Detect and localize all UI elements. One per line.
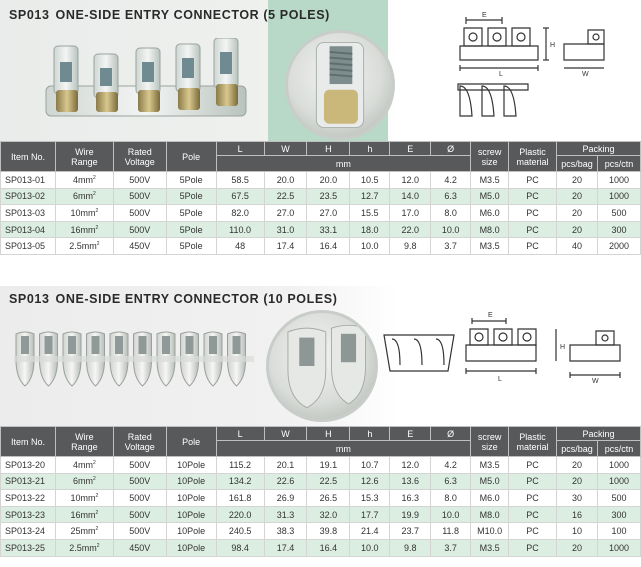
- table-row: [1, 205, 641, 222]
- cell-dia: 6.3: [431, 473, 471, 490]
- header-pcs-bag: pcs/bag: [557, 441, 598, 457]
- cell-dia: 8.0: [431, 205, 471, 222]
- closeup-circle-10: [266, 310, 378, 422]
- cell-w: 20.1: [264, 457, 307, 474]
- cell-bag: 10: [557, 523, 598, 540]
- cell-pole: 5Pole: [166, 238, 216, 255]
- cell-h: 32.0: [307, 506, 350, 523]
- cell-plastic: PC: [509, 539, 557, 556]
- cell-e: 19.9: [390, 506, 431, 523]
- cell-screw: M6.0: [471, 205, 509, 222]
- closeup-circle: [285, 30, 395, 140]
- table-row: [1, 490, 641, 507]
- pole-screw: [45, 336, 53, 354]
- cell-w: 22.6: [264, 473, 307, 490]
- cell-item: SP013-22: [1, 490, 56, 507]
- cell-pole: 5Pole: [166, 221, 216, 238]
- unit-superscript: 2: [92, 174, 96, 181]
- cell-ctn: 2000: [597, 238, 640, 255]
- header-pcs-bag: pcs/bag: [556, 156, 597, 172]
- cell-ctn: 1000: [597, 539, 640, 556]
- pole-screw: [68, 336, 76, 354]
- cell-plastic: PC: [509, 238, 557, 255]
- cell-ctn: 1000: [597, 457, 640, 474]
- cell-w: 22.5: [264, 188, 307, 205]
- cell-pole: 5Pole: [166, 188, 216, 205]
- cell-h: 16.4: [307, 238, 350, 255]
- cell-screw: M6.0: [471, 490, 509, 507]
- cell-plastic: PC: [509, 506, 557, 523]
- table-row: [1, 473, 641, 490]
- cell-volt: 500V: [113, 490, 166, 507]
- cell-pole: 10Pole: [166, 490, 216, 507]
- pole-screw: [139, 336, 147, 354]
- cell-bag: 20: [556, 172, 597, 189]
- cell-wire: $2.5mm^2$: [55, 238, 113, 255]
- header-pcs-ctn: pcs/ctn: [597, 441, 640, 457]
- cell-h: 10.0: [350, 539, 390, 556]
- cell-l: 134.2: [216, 473, 264, 490]
- cell-item: SP013-05: [1, 238, 56, 255]
- table-row: [1, 539, 641, 556]
- cell-w: 17.4: [264, 539, 307, 556]
- cell-l: 161.8: [216, 490, 264, 507]
- header-pole: Pole: [166, 142, 216, 172]
- cell-volt: 500V: [113, 523, 166, 540]
- spec-table-5-poles: [0, 141, 641, 255]
- header-plastic-material: Plastic material: [509, 427, 557, 457]
- table-row: [1, 172, 641, 189]
- header-packing: Packing: [557, 427, 641, 441]
- cell-screw: M5.0: [471, 473, 509, 490]
- cell-bag: 16: [557, 506, 598, 523]
- table-row: [1, 457, 641, 474]
- cell-screw: M8.0: [471, 506, 509, 523]
- cell-dia: 6.3: [431, 188, 471, 205]
- cell-w: 20.0: [264, 172, 307, 189]
- cell-h: 18.0: [350, 221, 390, 238]
- unit-superscript: 2: [95, 224, 99, 231]
- cell-dia: 4.2: [431, 172, 471, 189]
- cell-w: 38.3: [264, 523, 307, 540]
- label-e: E: [488, 312, 493, 319]
- cell-plastic: PC: [509, 172, 557, 189]
- unit-superscript: 2: [95, 492, 99, 499]
- unit-superscript: 2: [95, 207, 99, 214]
- cell-h: 10.7: [350, 457, 390, 474]
- unit-superscript: 2: [95, 509, 99, 516]
- pole-screw: [21, 336, 29, 354]
- cell-h: 17.7: [350, 506, 390, 523]
- header-pcs-ctn: pcs/ctn: [597, 156, 640, 172]
- cell-ctn: 1000: [597, 473, 640, 490]
- dimension-diagram-10-poles: [380, 305, 632, 385]
- cell-w: 31.0: [264, 221, 307, 238]
- cell-dia: 11.8: [431, 523, 471, 540]
- cell-item: SP013-03: [1, 205, 56, 222]
- cell-bag: 20: [557, 539, 598, 556]
- cell-e: 22.0: [390, 221, 431, 238]
- cell-e: 13.6: [390, 473, 431, 490]
- cell-ctn: 500: [597, 205, 640, 222]
- header-mm: mm: [216, 441, 470, 457]
- cell-h: 19.1: [307, 457, 350, 474]
- cell-l: 240.5: [216, 523, 264, 540]
- cell-dia: 8.0: [431, 490, 471, 507]
- header-e: E: [390, 142, 431, 156]
- header-diameter: Ø: [431, 427, 471, 441]
- cell-pole: 5Pole: [166, 205, 216, 222]
- table-row: [1, 221, 641, 238]
- cell-e: 9.8: [390, 539, 431, 556]
- label-l: L: [499, 71, 503, 78]
- pole-screw: [162, 336, 170, 354]
- header-mm: mm: [216, 156, 470, 172]
- cell-wire: $10mm^2$: [55, 490, 113, 507]
- header-diameter: Ø: [431, 142, 471, 156]
- unit-superscript: 2: [96, 542, 100, 549]
- cell-dia: 3.7: [431, 238, 471, 255]
- cell-bag: 20: [556, 221, 597, 238]
- cell-w: 26.9: [264, 490, 307, 507]
- cell-e: 12.0: [390, 172, 431, 189]
- cell-bag: 20: [556, 188, 597, 205]
- cell-wire: $4mm^2$: [55, 457, 113, 474]
- cell-plastic: PC: [509, 221, 557, 238]
- cell-plastic: PC: [509, 473, 557, 490]
- cell-volt: 450V: [113, 539, 166, 556]
- pole-screw: [186, 336, 194, 354]
- header-item-no: Item No.: [1, 142, 56, 172]
- cell-l: 48: [216, 238, 264, 255]
- cell-item: SP013-23: [1, 506, 56, 523]
- cell-wire: $16mm^2$: [55, 221, 113, 238]
- cell-pole: 10Pole: [166, 506, 216, 523]
- cell-e: 9.8: [390, 238, 431, 255]
- header-h-upper: H: [307, 427, 350, 441]
- cell-h: 10.0: [350, 238, 390, 255]
- cell-wire: $6mm^2$: [55, 188, 113, 205]
- cell-e: 16.3: [390, 490, 431, 507]
- label-w: W: [582, 71, 589, 78]
- section-title-text: ONE-SIDE ENTRY CONNECTOR (10 POLES): [55, 292, 338, 306]
- pole-screw: [92, 336, 100, 354]
- label-h: H: [550, 42, 556, 49]
- header-w: W: [264, 142, 307, 156]
- cell-l: 110.0: [216, 221, 264, 238]
- cell-w: 31.3: [264, 506, 307, 523]
- cell-l: 220.0: [216, 506, 264, 523]
- header-e: E: [390, 427, 431, 441]
- section-title-5-poles: [9, 8, 330, 22]
- cell-h: 39.8: [307, 523, 350, 540]
- cell-wire: $16mm^2$: [55, 506, 113, 523]
- cell-plastic: PC: [509, 490, 557, 507]
- header-rated-voltage: Rated Voltage: [113, 427, 166, 457]
- cell-e: 17.0: [390, 205, 431, 222]
- cell-volt: 500V: [113, 188, 166, 205]
- header-h-lower: h: [350, 142, 390, 156]
- cell-ctn: 500: [597, 490, 640, 507]
- cell-dia: 10.0: [431, 221, 471, 238]
- connector-bar: [14, 356, 254, 362]
- cell-item: SP013-02: [1, 188, 56, 205]
- connector-10-poles-image: [10, 322, 260, 392]
- cell-wire: $25mm^2$: [55, 523, 113, 540]
- cell-screw: M3.5: [471, 539, 509, 556]
- cell-h: 16.4: [307, 539, 350, 556]
- header-l: L: [216, 427, 264, 441]
- cell-pole: 10Pole: [166, 473, 216, 490]
- cell-dia: 3.7: [431, 539, 471, 556]
- pole-screw: [233, 336, 241, 354]
- cell-h: 26.5: [307, 490, 350, 507]
- unit-superscript: 2: [96, 241, 100, 248]
- header-h-upper: H: [307, 142, 350, 156]
- cell-e: 14.0: [390, 188, 431, 205]
- cell-item: SP013-25: [1, 539, 56, 556]
- cell-h: 33.1: [307, 221, 350, 238]
- unit-superscript: 2: [92, 459, 96, 466]
- cell-plastic: PC: [509, 205, 557, 222]
- header-packing: Packing: [556, 142, 640, 156]
- cell-item: SP013-20: [1, 457, 56, 474]
- connector-5-poles-image: [40, 38, 280, 123]
- unit-superscript: 2: [92, 476, 96, 483]
- spec-table-10-poles: [0, 426, 641, 557]
- cell-screw: M10.0: [471, 523, 509, 540]
- cell-item: SP013-24: [1, 523, 56, 540]
- pole-screw: [115, 336, 123, 354]
- cell-bag: 30: [557, 490, 598, 507]
- table-row: [1, 523, 641, 540]
- header-w: W: [264, 427, 307, 441]
- cell-volt: 500V: [113, 221, 166, 238]
- cell-volt: 500V: [113, 506, 166, 523]
- cell-ctn: 1000: [597, 172, 640, 189]
- cell-plastic: PC: [509, 188, 557, 205]
- cell-h: 10.5: [350, 172, 390, 189]
- cell-wire: $2.5mm^2$: [55, 539, 113, 556]
- cell-screw: M3.5: [471, 172, 509, 189]
- header-h-lower: h: [350, 427, 390, 441]
- cell-volt: 500V: [113, 205, 166, 222]
- cell-h: 21.4: [350, 523, 390, 540]
- header-rated-voltage: Rated Voltage: [113, 142, 166, 172]
- cell-e: 12.0: [390, 457, 431, 474]
- cell-item: SP013-21: [1, 473, 56, 490]
- cell-bag: 20: [557, 473, 598, 490]
- cell-h: 12.7: [350, 188, 390, 205]
- cell-plastic: PC: [509, 457, 557, 474]
- cell-pole: 5Pole: [166, 172, 216, 189]
- cell-screw: M3.5: [471, 457, 509, 474]
- cell-ctn: 100: [597, 523, 640, 540]
- cell-ctn: 300: [597, 506, 640, 523]
- label-e: E: [482, 12, 487, 19]
- cell-plastic: PC: [509, 523, 557, 540]
- cell-screw: M8.0: [471, 221, 509, 238]
- header-screw-size: screw size: [471, 142, 509, 172]
- cell-bag: 20: [557, 457, 598, 474]
- unit-superscript: 2: [95, 526, 99, 533]
- cell-bag: 20: [556, 205, 597, 222]
- cell-h: 15.3: [350, 490, 390, 507]
- header-wire-range: Wire Range: [55, 142, 113, 172]
- cell-l: 58.5: [216, 172, 264, 189]
- cell-l: 67.5: [216, 188, 264, 205]
- section-code: SP013: [9, 8, 50, 22]
- cell-item: SP013-04: [1, 221, 56, 238]
- header-screw-size: screw size: [471, 427, 509, 457]
- cell-volt: 500V: [113, 172, 166, 189]
- cell-bag: 40: [556, 238, 597, 255]
- cell-dia: 4.2: [431, 457, 471, 474]
- cell-pole: 10Pole: [166, 539, 216, 556]
- cell-screw: M5.0: [471, 188, 509, 205]
- section-code: SP013: [9, 292, 50, 306]
- dimension-diagram-5-poles: [452, 8, 628, 133]
- cell-screw: M3.5: [471, 238, 509, 255]
- cell-l: 82.0: [216, 205, 264, 222]
- table-row: [1, 188, 641, 205]
- header-wire-range: Wire Range: [55, 427, 113, 457]
- cell-h: 12.6: [350, 473, 390, 490]
- cell-h: 27.0: [307, 205, 350, 222]
- cell-h: 22.5: [307, 473, 350, 490]
- cell-volt: 450V: [113, 238, 166, 255]
- cell-w: 27.0: [264, 205, 307, 222]
- section-title-text: ONE-SIDE ENTRY CONNECTOR (5 POLES): [55, 8, 330, 22]
- cell-h: 20.0: [307, 172, 350, 189]
- table-row: [1, 506, 641, 523]
- cell-w: 17.4: [264, 238, 307, 255]
- cell-pole: 10Pole: [166, 523, 216, 540]
- cell-dia: 10.0: [431, 506, 471, 523]
- header-l: L: [216, 142, 264, 156]
- header-item-no: Item No.: [1, 427, 56, 457]
- cell-l: 115.2: [216, 457, 264, 474]
- label-h: H: [560, 344, 566, 351]
- cell-ctn: 1000: [597, 188, 640, 205]
- cell-volt: 500V: [113, 473, 166, 490]
- cell-h: 15.5: [350, 205, 390, 222]
- cell-l: 98.4: [216, 539, 264, 556]
- cell-e: 23.7: [390, 523, 431, 540]
- header-plastic-material: Plastic material: [509, 142, 557, 172]
- cell-wire: $6mm^2$: [55, 473, 113, 490]
- cell-pole: 10Pole: [166, 457, 216, 474]
- label-w: W: [592, 378, 599, 385]
- cell-volt: 500V: [113, 457, 166, 474]
- label-l: L: [498, 376, 502, 383]
- unit-superscript: 2: [92, 191, 96, 198]
- section-title-10-poles: [9, 292, 337, 306]
- header-pole: Pole: [166, 427, 216, 457]
- cell-h: 23.5: [307, 188, 350, 205]
- table-row: [1, 238, 641, 255]
- cell-wire: $4mm^2$: [55, 172, 113, 189]
- pole-screw: [209, 336, 217, 354]
- cell-item: SP013-01: [1, 172, 56, 189]
- cell-ctn: 300: [597, 221, 640, 238]
- cell-wire: $10mm^2$: [55, 205, 113, 222]
